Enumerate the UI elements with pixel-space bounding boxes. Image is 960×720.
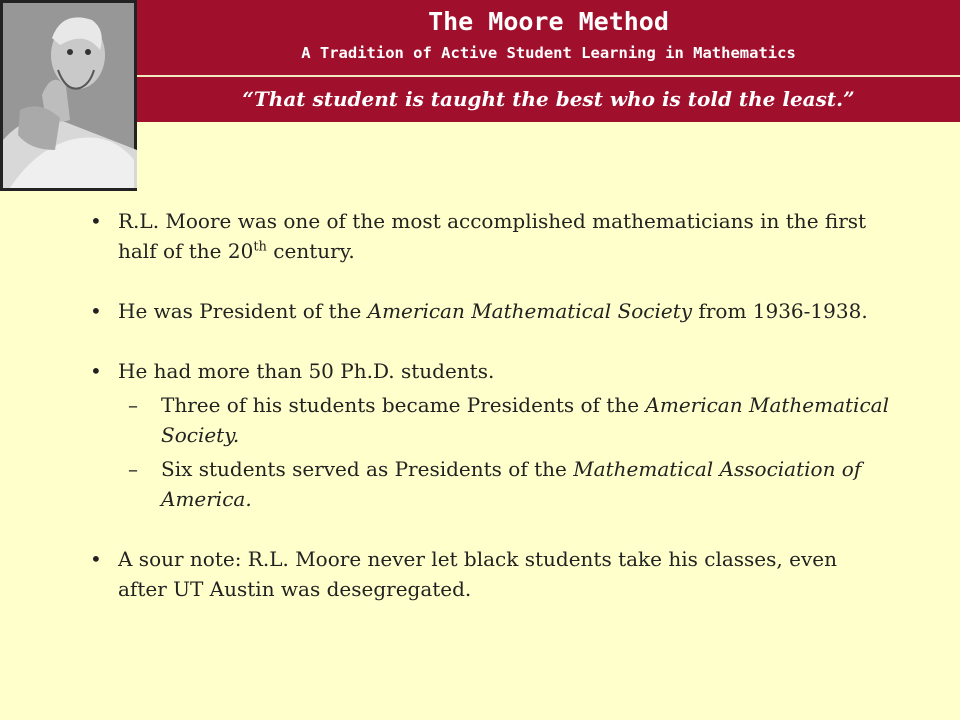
dash-icon: – xyxy=(128,393,138,417)
bullet-item xyxy=(90,544,890,604)
bullet-icon: • xyxy=(90,299,102,323)
bullet-text: He was President of the American Mathematical Society from 1936-1938. xyxy=(118,299,868,323)
bullet-item xyxy=(90,356,890,386)
sub-bullet-text: Three of his students became Presidents of the American Mathematical Society. xyxy=(161,393,889,447)
slide-title: The Moore Method xyxy=(428,7,669,36)
dash-icon: – xyxy=(128,457,138,481)
bullet-list xyxy=(90,206,890,604)
slide-subtitle: A Tradition of Active Student Learning in Mathematics xyxy=(301,44,796,62)
bullet-item xyxy=(90,206,890,266)
sub-bullet-item xyxy=(128,390,890,450)
slide-quote: “That student is taught the best who is told the least.” xyxy=(242,87,855,111)
bullet-icon: • xyxy=(90,359,102,383)
portrait-photo xyxy=(0,0,137,191)
bullet-item xyxy=(90,296,890,326)
header-divider xyxy=(137,75,960,77)
bullet-icon: • xyxy=(90,547,102,571)
bullet-text: A sour note: R.L. Moore never let black students take his classes, even after UT Austin was desegregated. xyxy=(118,547,837,601)
portrait-image xyxy=(0,0,137,191)
bullet-text: He had more than 50 Ph.D. students. xyxy=(118,359,495,383)
bullet-icon: • xyxy=(90,209,102,233)
sub-bullet-item xyxy=(128,454,890,514)
bullet-text: R.L. Moore was one of the most accomplished mathematicians in the first half of the 20th century. xyxy=(118,209,867,263)
sub-bullet-text: Six students served as Presidents of the Mathematical Association of America. xyxy=(161,457,862,511)
